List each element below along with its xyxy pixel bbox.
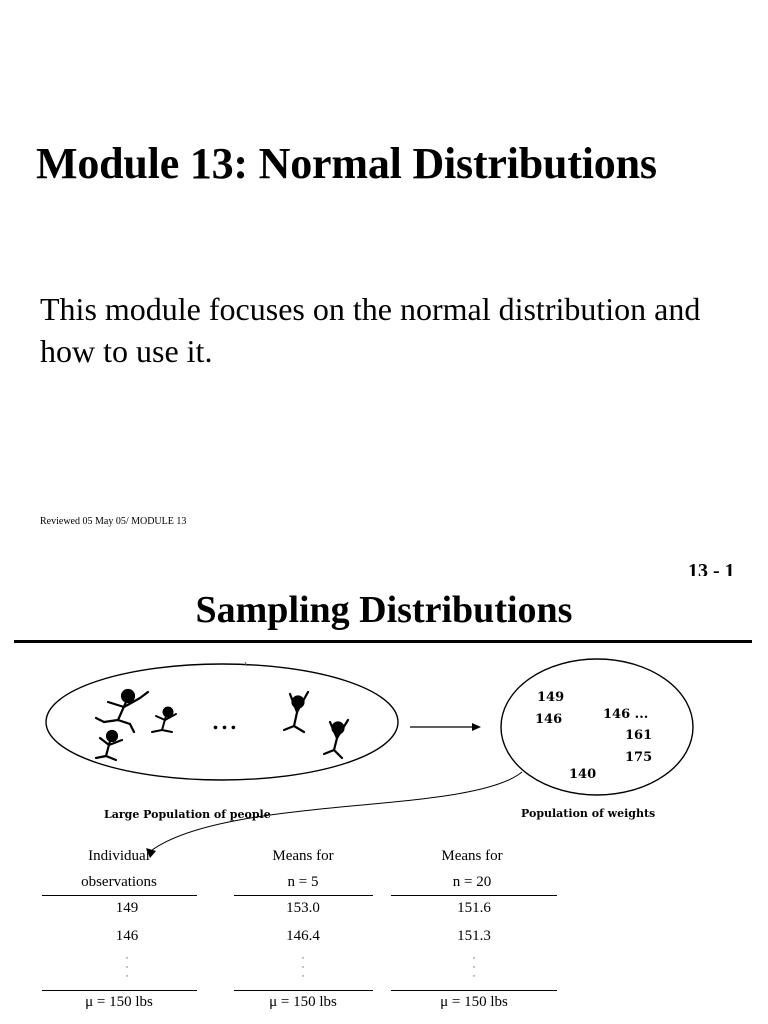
person-icon — [284, 692, 308, 732]
weight-value: 146 — [535, 712, 563, 727]
column-header-line1: Individual — [88, 848, 150, 864]
column-rule — [234, 895, 373, 896]
person-icon — [96, 731, 122, 760]
column-header-line2: n = 5 — [287, 874, 319, 890]
column-rule — [234, 990, 373, 991]
column-rule — [42, 895, 197, 896]
weight-value: 161 — [625, 728, 653, 743]
sampling-diagram — [0, 650, 768, 870]
table-cell: 149 — [115, 900, 139, 916]
table-cell: 146 — [115, 928, 139, 944]
slide1-page-number: 13 - 1 — [688, 560, 735, 576]
column-rule — [391, 990, 557, 991]
slide1-footer: Reviewed 05 May 05/ MODULE 13 — [40, 516, 187, 527]
column-header-line1: Means for — [441, 848, 503, 864]
continuation-dots: · · · — [125, 953, 129, 981]
weight-value: 175 — [625, 750, 653, 765]
table-column-n5 — [218, 843, 388, 895]
title-divider — [14, 640, 752, 643]
slide2-title: Sampling Distributions — [195, 589, 573, 631]
table-column-individual — [34, 843, 204, 895]
table-cell: 151.3 — [457, 928, 491, 944]
column-rule — [391, 895, 557, 896]
table-cell: 146.4 — [286, 928, 320, 944]
weights-caption: Population of weights — [521, 807, 656, 820]
person-icon — [96, 690, 148, 732]
table-cell: 153.0 — [286, 900, 320, 916]
table-cell: 151.6 — [457, 900, 491, 916]
population-mean: μ = 150 lbs — [440, 994, 508, 1010]
person-icon — [324, 720, 348, 758]
population-mean: μ = 150 lbs — [85, 994, 153, 1010]
column-rule — [42, 990, 197, 991]
table-column-n20 — [387, 843, 557, 895]
slide1-body-text: This module focuses on the normal distribution and how to use it. — [40, 291, 701, 369]
column-header-line2: observations — [81, 874, 157, 890]
column-header-line2: n = 20 — [452, 874, 492, 890]
population-caption: Large Population of people — [104, 808, 271, 821]
population-mean: μ = 150 lbs — [269, 994, 337, 1010]
continuation-dots: · · · — [472, 953, 476, 981]
weight-value: 149 — [537, 690, 565, 705]
column-header-line1: Means for — [272, 848, 334, 864]
slide1-title: Module 13: Normal Distributions — [36, 139, 657, 188]
continuation-dots: · · · — [301, 953, 305, 981]
arrow-head-icon — [472, 723, 481, 731]
weight-value: 140 — [569, 767, 597, 782]
person-icon — [152, 708, 176, 733]
weight-value: 146 ... — [603, 707, 649, 722]
weights-ellipse — [501, 659, 693, 795]
population-ellipsis: ... — [212, 710, 239, 734]
